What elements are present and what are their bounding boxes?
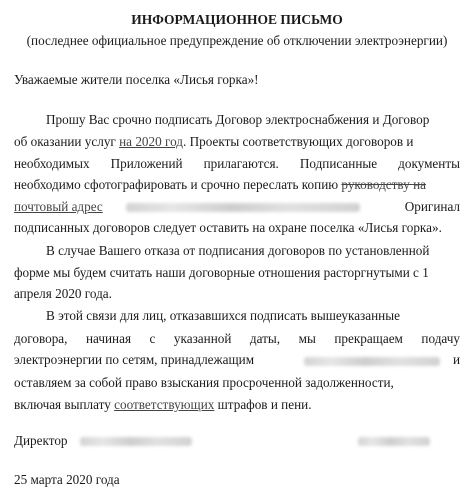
p1-line4-text: необходимо сфотографировать и срочно переслать копию [14, 177, 339, 192]
p1-line3-word: Подписанные [299, 156, 378, 171]
p1-line6: подписанных договоров следует оставить на охране поселка «Лисья горка». [14, 220, 442, 235]
redacted-owner [304, 357, 440, 366]
p1-line3-word: Приложений [110, 156, 183, 171]
p3-underlined-word: соответствующих [114, 397, 215, 412]
p3-line2-word: договора, [14, 331, 68, 346]
p1-line3-word: документы [398, 156, 460, 171]
redacted-director-initials [358, 437, 430, 446]
p3-line2 [14, 331, 460, 347]
redacted-director-name [80, 437, 192, 446]
p1-line4 [14, 177, 426, 193]
director-label: Директор [14, 433, 68, 448]
p1-line1: Прошу Вас срочно подписать Договор электроснабжения и Договор [46, 112, 430, 127]
p3-line2-word: мы [298, 331, 316, 346]
p3-line5-text-a: включая выплату [14, 397, 111, 412]
p3-line2-word: указанной [173, 331, 232, 346]
p1-postal-label: почтовый адрес [14, 199, 103, 214]
p2-line1: В случае Вашего отказа от подписания договоров по установленной [46, 243, 430, 258]
p3-line3-end: и [452, 352, 460, 367]
p3-line2-word: подачу [421, 331, 460, 346]
p3-line2-word: с [149, 331, 156, 346]
p3-line5 [14, 397, 312, 413]
p1-line2-text-c: . Проекты соответствующих договоров и [183, 134, 414, 149]
p1-line2 [14, 134, 413, 150]
p3-line2-word: даты, [249, 331, 281, 346]
p1-year-underlined: на 2020 год [119, 134, 184, 149]
p3-line4: оставляем за собой право взыскания просроченной задолженности, [14, 375, 394, 390]
p3-line2-word: начиная [85, 331, 132, 346]
p1-line2-text-a: об оказании услуг [14, 134, 116, 149]
letter-date: 25 марта 2020 года [14, 472, 120, 487]
p3-line5-text-c: штрафов и пени. [217, 397, 312, 412]
p2-line2: форме мы будем считать наши договорные отношения расторгнутыми с 1 [14, 265, 429, 280]
p3-line1: В этой связи для лиц, отказавшихся подписать вышеуказанные [46, 308, 400, 323]
p3-line2-word: прекращаем [334, 331, 403, 346]
p1-line3-word: необходимых [14, 156, 90, 171]
p1-original-label: Оригинал [404, 199, 460, 214]
p1-line3 [14, 156, 460, 172]
p3-line3: электроэнергии по сетям, принадлежащим [14, 352, 255, 367]
letter-title: ИНФОРМАЦИОННОЕ ПИСЬМО [131, 12, 343, 27]
p1-line3-word: прилагаются. [203, 156, 279, 171]
p1-struck-text: руководству на [341, 177, 427, 192]
letter-subtitle: (последнее официальное предупреждение об отключении электроэнергии) [26, 33, 448, 48]
redacted-address [126, 203, 360, 212]
greeting: Уважаемые жители поселка «Лисья горка»! [14, 72, 259, 87]
p2-line3: апреля 2020 года. [14, 286, 112, 301]
